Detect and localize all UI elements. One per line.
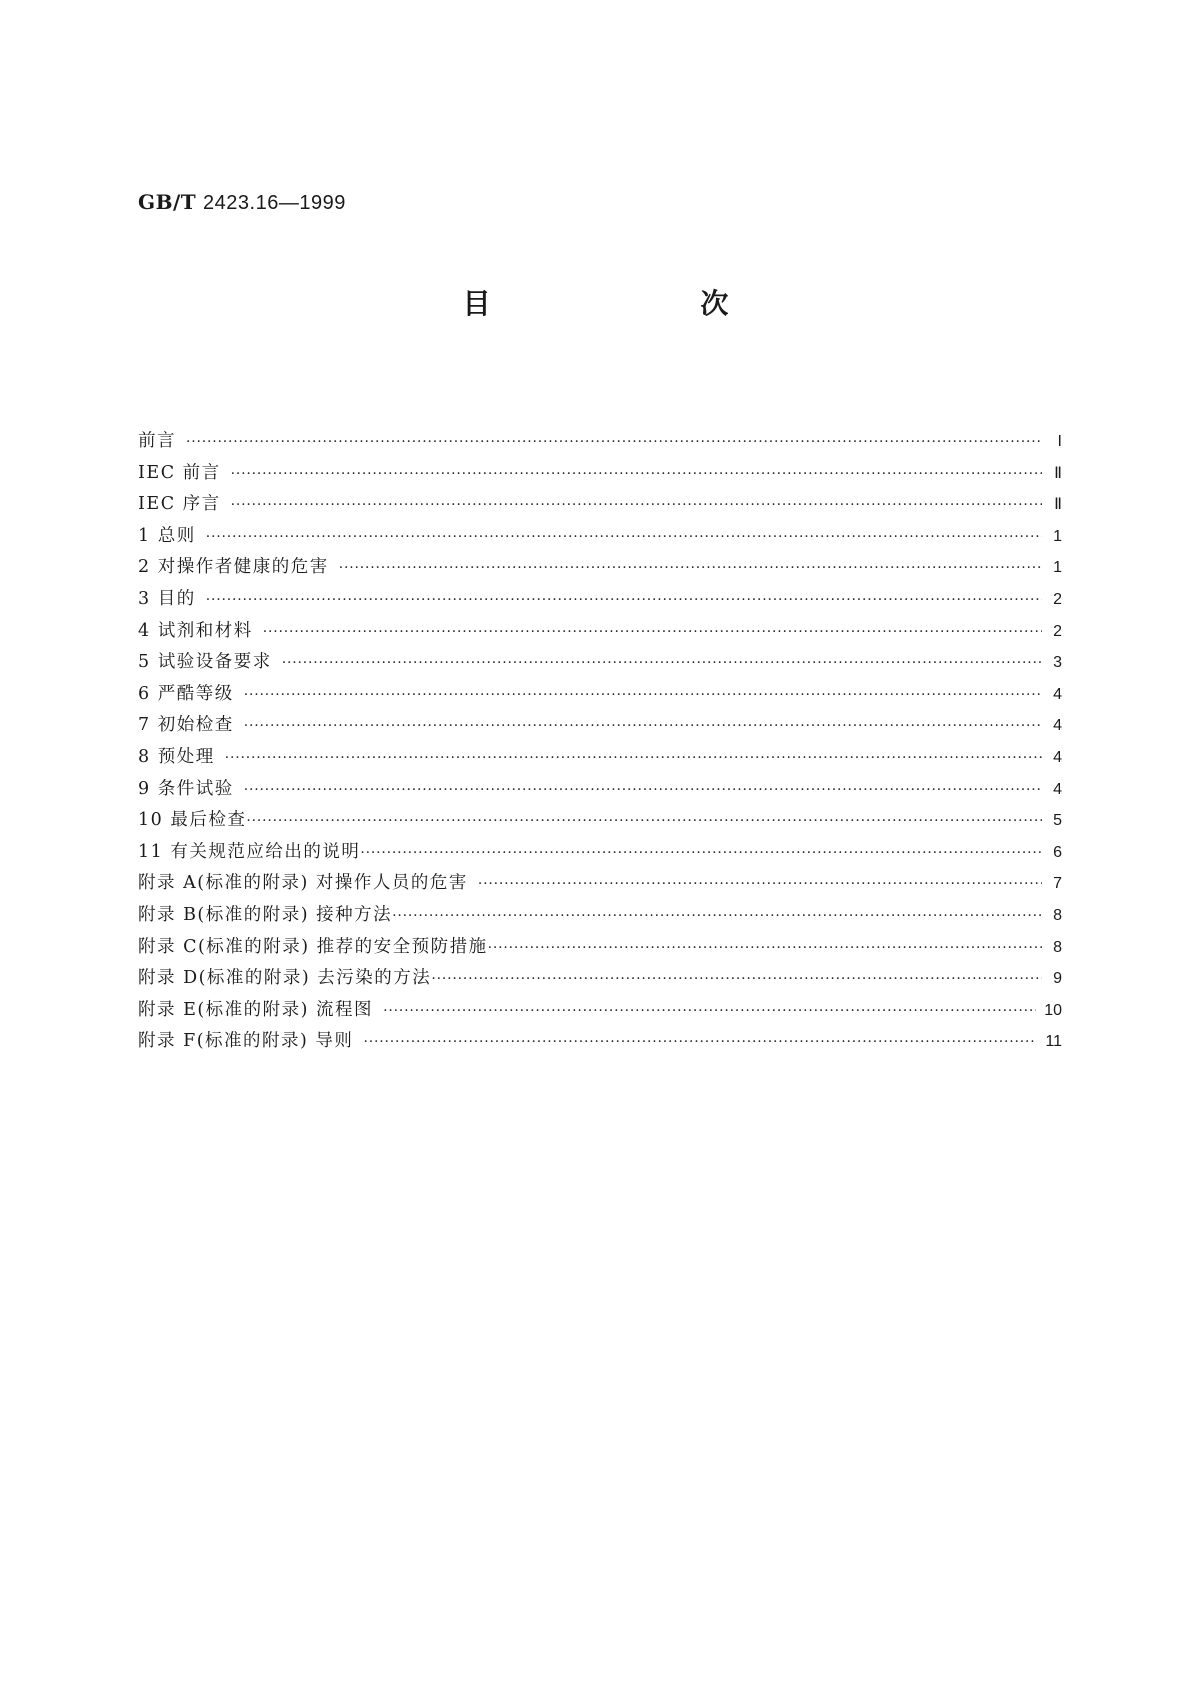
toc-leader-dots	[478, 876, 1042, 892]
toc-entry-label: 1 总则	[138, 525, 196, 546]
toc-leader-dots	[360, 845, 1042, 861]
toc-entry-label: IEC 前言	[138, 462, 221, 483]
toc-page-number: 10	[1044, 1001, 1062, 1019]
toc-entry-label: 4 试剂和材料	[138, 620, 253, 641]
toc-entry[interactable]	[138, 585, 1062, 617]
toc-entry-label: 5 试验设备要求	[138, 652, 272, 673]
toc-entry[interactable]	[138, 553, 1062, 585]
toc-page-number: 5	[1053, 812, 1062, 830]
toc-page-number: Ⅱ	[1054, 464, 1062, 482]
toc-page-number: 8	[1053, 938, 1062, 956]
toc-entry-label: 附录 E(标准的附录) 流程图	[138, 999, 374, 1020]
toc-entry[interactable]	[138, 648, 1062, 680]
toc-entry-label: 6 严酷等级	[138, 683, 234, 704]
toc-entry[interactable]	[138, 490, 1062, 522]
toc-leader-dots	[431, 971, 1042, 987]
toc-entry[interactable]	[138, 838, 1062, 870]
toc-page-number: 9	[1053, 970, 1062, 988]
toc-leader-dots	[383, 1003, 1036, 1019]
toc-page-number: 3	[1053, 654, 1062, 672]
toc-page-number: 4	[1053, 748, 1062, 766]
toc-page-number: 2	[1053, 622, 1062, 640]
toc-entry[interactable]	[138, 775, 1062, 807]
toc-page-number: 2	[1053, 590, 1062, 608]
toc-entry-label: 9 条件试验	[138, 778, 234, 799]
toc-entry[interactable]	[138, 711, 1062, 743]
toc-leader-dots	[339, 560, 1042, 576]
toc-entry-label: 附录 D(标准的附录) 去污染的方法	[138, 968, 432, 989]
toc-leader-dots	[263, 624, 1042, 640]
table-of-contents	[138, 427, 1062, 1059]
toc-leader-dots	[231, 466, 1042, 482]
toc-leader-dots	[206, 529, 1042, 545]
toc-page-number: 4	[1053, 685, 1062, 703]
document-number	[138, 190, 346, 215]
toc-leader-dots	[246, 813, 1042, 829]
toc-leader-dots	[206, 592, 1042, 608]
toc-entry-label: 附录 A(标准的附录) 对操作人员的危害	[138, 873, 468, 894]
toc-entry[interactable]	[138, 522, 1062, 554]
toc-entry[interactable]	[138, 459, 1062, 491]
toc-leader-dots	[244, 687, 1042, 703]
toc-leader-dots	[225, 750, 1042, 766]
toc-entry-label: IEC 序言	[138, 494, 221, 515]
toc-entry-label: 8 预处理	[138, 746, 215, 767]
toc-entry-label: 前言	[138, 431, 176, 451]
toc-entry[interactable]	[138, 617, 1062, 649]
toc-entry-label: 附录 C(标准的附录) 推荐的安全预防措施	[138, 936, 488, 957]
toc-leader-dots	[363, 1034, 1037, 1050]
page-title: 目 次	[462, 287, 829, 320]
toc-entry[interactable]	[138, 901, 1062, 933]
toc-entry[interactable]	[138, 869, 1062, 901]
standard-prefix: GB/T	[138, 190, 197, 214]
toc-leader-dots	[231, 497, 1042, 513]
toc-leader-dots	[186, 434, 1042, 450]
toc-page-number: Ⅱ	[1054, 496, 1062, 514]
toc-leader-dots	[282, 655, 1042, 671]
toc-leader-dots	[488, 940, 1042, 956]
toc-entry[interactable]	[138, 964, 1062, 996]
toc-entry-label: 附录 B(标准的附录) 接种方法	[138, 904, 393, 925]
standard-code: 2423.16—1999	[203, 192, 346, 214]
toc-entry-label: 10 最后检查	[138, 810, 247, 831]
toc-entry[interactable]	[138, 427, 1062, 459]
toc-entry[interactable]	[138, 933, 1062, 965]
toc-page-number: 11	[1045, 1033, 1062, 1051]
toc-page-number: 7	[1053, 875, 1062, 893]
toc-entry[interactable]	[138, 743, 1062, 775]
toc-entry-label: 2 对操作者健康的危害	[138, 557, 329, 578]
toc-entry[interactable]	[138, 996, 1062, 1028]
toc-leader-dots	[244, 782, 1042, 798]
toc-entry[interactable]	[138, 680, 1062, 712]
toc-page-number: 8	[1053, 906, 1062, 924]
toc-page-number: I	[1057, 433, 1062, 450]
toc-page-number: 4	[1053, 717, 1062, 735]
toc-entry-label: 7 初始检查	[138, 715, 234, 736]
toc-leader-dots	[392, 908, 1042, 924]
toc-entry-label: 附录 F(标准的附录) 导则	[138, 1031, 354, 1052]
toc-leader-dots	[244, 718, 1042, 734]
toc-entry-label: 11 有关规范应给出的说明	[138, 841, 361, 862]
toc-page-number: 6	[1053, 843, 1062, 861]
toc-entry[interactable]	[138, 806, 1062, 838]
toc-page-number: 1	[1053, 527, 1062, 545]
toc-entry[interactable]	[138, 1027, 1062, 1059]
toc-entry-label: 3 目的	[138, 588, 196, 609]
toc-page-number: 1	[1053, 559, 1062, 577]
toc-page-number: 4	[1053, 780, 1062, 798]
